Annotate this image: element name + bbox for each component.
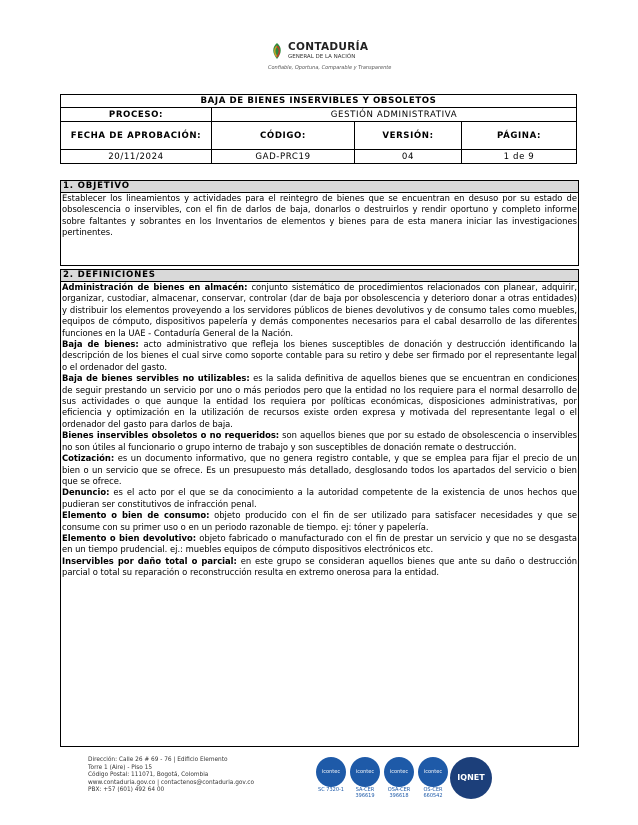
definition-item [62, 556, 577, 579]
definition-text: es un documento informativo, que no genera registro contable, y que se emplea para fijar el precio de un bien o un servicio que se ofrece. Es un presupuesto más detallado, desglosando todos los apartados del servicio o bien que se ofrece. [62, 453, 577, 486]
definition-text: es el acto por el que se da conocimiento a la autoridad competente de la existencia de unos hechos que pudieran ser constitutivos de infracción penal. [62, 487, 577, 509]
definition-item [62, 487, 577, 510]
cert-label: SC 7320-1 [318, 787, 344, 793]
codigo-label: CÓDIGO: [212, 122, 355, 150]
version-label: VERSIÓN: [355, 122, 462, 150]
logo-tagline: Confiable, Oportuna, Comparable y Transparente [268, 65, 392, 71]
logo-leaf-icon [268, 42, 286, 60]
definition-item [62, 373, 577, 430]
footer-line: Torre 1 (Aire) - Piso 15 [88, 764, 153, 771]
footer-line: PBX: +57 (601) 492 64 00 [88, 787, 165, 794]
certification-seal [384, 757, 414, 805]
version-value: 04 [355, 150, 462, 164]
definition-item [62, 453, 577, 487]
definition-item [62, 282, 577, 339]
footer-line: Dirección: Calle 26 # 69 - 76 | Edificio Elemento [88, 757, 228, 763]
definition-text: objeto producido con el fin de ser utilizado para satisfacer necesidades y que se consume con su primer uso o en un periodo razonable de tiempo. ej: tóner y papelería. [62, 510, 577, 532]
footer-address [88, 757, 254, 795]
definition-term: Elemento o bien devolutivo: [62, 532, 197, 543]
definition-item [62, 339, 577, 373]
definition-term: Bienes inservibles obsoletos o no requeridos: [62, 430, 280, 441]
pagina-value: 1 de 9 [462, 150, 577, 164]
cert-label: OS-CER 660542 [423, 787, 443, 799]
definition-text: en este grupo se consideran aquellos bienes que ante su daño o destrucción parcial o total su reparación o reconstrucción resulta en extremo onerosa para la entidad. [62, 555, 577, 578]
definition-text: objeto fabricado o manufacturado con el fin de prestar un servicio y que no se desgasta en un tiempo prudencial. ej.: muebles equipos de cómputo dispositivos electrónicos etc. [62, 532, 577, 555]
proceso-value: GESTIÓN ADMINISTRATIVA [212, 108, 577, 122]
contaduria-logo [268, 40, 392, 84]
section-title: 2. DEFINICIONES [61, 270, 578, 282]
definition-term: Cotización: [62, 453, 115, 464]
logo-name: CONTADURÍA [288, 41, 369, 53]
section-title: 1. OBJETIVO [61, 181, 578, 193]
pagina-label: PÁGINA: [462, 122, 577, 150]
fecha-aprobacion-label: FECHA DE APROBACIÓN: [61, 122, 212, 150]
iqnet-seal-icon: IQNET [450, 757, 492, 799]
definition-item [62, 430, 577, 453]
definitions-list [61, 282, 578, 579]
icontec-badge-icon: icontec [316, 757, 346, 787]
icontec-badge-icon: icontec [418, 757, 448, 787]
cert-label: OSA-CER 396618 [387, 787, 411, 799]
definition-text: conjunto sistemático de procedimientos relacionados con planear, adquirir, organizar, custodiar, almacenar, conservar, controlar (dar de baja por obsolescencia y deterioro donar a otras entidades) y distribuir los elementos proveyendo a los servidores públicos de bienes devolutivos y de consumo tales como muebles, equipos de cómputo, dispositivos papelería y demás componentes necesarios para el cabal desarrollo de las diferentes funciones en la UAE - Contaduría General de la Nación. [62, 282, 577, 338]
document-header-table [60, 94, 577, 164]
logo-subtitle: GENERAL DE LA NACIÓN [288, 54, 356, 60]
definition-term: Inservibles por daño total o parcial: [62, 555, 237, 566]
definition-term: Elemento o bien de consumo: [62, 510, 210, 521]
objetivo-text: Establecer los lineamientos y actividades para el reintegro de bienes que se encuentran en desuso por su estado de obsolescencia o inservibles, con el fin de darlos de baja, donarlos o destruirlos y rendir oportuno y completo informe sobre faltantes y sobrantes en los Inventarios de elementos y bienes para de esta manera iniciar las investigaciones pertinentes. [62, 193, 577, 238]
definition-term: Baja de bienes servibles no utilizables: [62, 373, 250, 384]
definition-item [62, 533, 577, 556]
footer-line[interactable]: www.contaduria.gov.co | contactenos@contaduria.gov.co [88, 779, 254, 786]
certification-seal [418, 757, 448, 805]
definition-item [62, 510, 577, 533]
proceso-label: PROCESO: [61, 108, 212, 122]
definition-text: es la salida definitiva de aquellos bienes que se encuentran en condiciones de seguir prestando un servicio por uno o más periodos pero que la entidad no los requiere para el normal desarrollo de sus actividades o que aunque la entidad los requiera por políticas económicas, disposiciones administrativas, por eficiencia y optimización en la utilización de recursos existe orden expresa y motivada del representante legal o el ordenador del gasto para darlos de baja. [62, 373, 577, 429]
definition-term: Denuncio: [62, 487, 110, 498]
definition-text: son aquellos bienes que por su estado de obsolescencia o inservibles no son útiles al funcionario o grupo interno de trabajo y son susceptibles de donación remate o destrucción. [62, 430, 577, 452]
section-objetivo [60, 180, 579, 266]
definition-term: Baja de bienes: [62, 339, 139, 350]
section-definiciones [60, 269, 579, 747]
document-title: BAJA DE BIENES INSERVIBLES Y OBSOLETOS [61, 95, 577, 108]
fecha-aprobacion-value: 20/11/2024 [61, 150, 212, 164]
cert-label: SA-CER 396619 [355, 787, 375, 799]
definition-text: acto administrativo que refleja los bienes susceptibles de donación y destrucción identificando la descripción de los bienes el cual sirve como soporte contable para su retiro y debe ser firmado por el representante legal o el ordenador del gasto. [62, 339, 577, 372]
codigo-value: GAD-PRC19 [212, 150, 355, 164]
footer-line: Código Postal: 111071, Bogotá, Colombia [88, 772, 209, 779]
certification-seal [316, 757, 346, 805]
icontec-badge-icon: icontec [384, 757, 414, 787]
definition-term: Administración de bienes en almacén: [62, 282, 248, 292]
icontec-badge-icon: icontec [350, 757, 380, 787]
certification-seal [350, 757, 380, 805]
